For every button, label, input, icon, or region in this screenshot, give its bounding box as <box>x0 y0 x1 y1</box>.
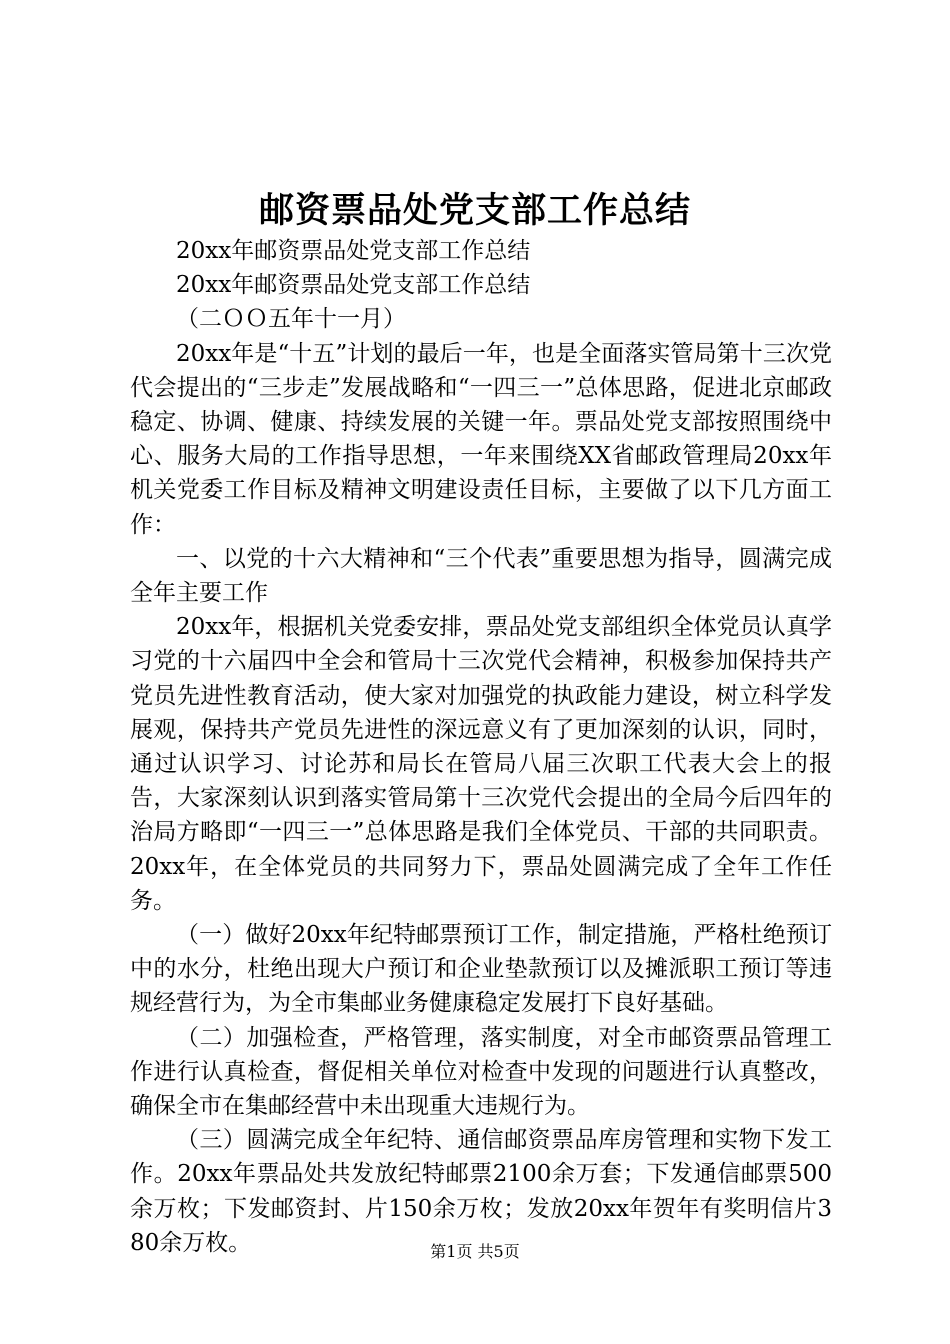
body-paragraph: 20xx年是“十五”计划的最后一年，也是全面落实管局第十三次党代会提出的“三步走”发展战略和“一四三一”总体思路，促进北京邮政稳定、协调、健康、持续发展的关键一年。票品处党支部按照围绕中心、服务大局的工作指导思想，一年来围绕XX省邮政管理局20xx年机关党委工作目标及精神文明建设责任目标，主要做了以下几方面工作： <box>130 340 832 538</box>
document-body <box>130 234 832 1260</box>
date-line: （二ＯＯ五年十一月） <box>176 306 406 333</box>
page-footer: 第1页 共5页 <box>430 1242 520 1261</box>
body-paragraph: （二）加强检查，严格管理，落实制度，对全市邮资票品管理工作进行认真检查，督促相关单位对检查中发现的问题进行认真整改，确保全市在集邮经营中未出现重大违规行为。 <box>130 1024 832 1120</box>
body-paragraph: （三）圆满完成全年纪特、通信邮资票品库房管理和实物下发工作。20xx年票品处共发放纪特邮票2100余万套；下发通信邮票500余万枚；下发邮资封、片150余万枚；发放20xx年贺年有奖明信片380余万枚。 <box>130 1127 832 1256</box>
subtitle-line: 20xx年邮资票品处党支部工作总结 <box>176 238 531 264</box>
section-heading: 一、以党的十六大精神和“三个代表”重要思想为指导，圆满完成全年主要工作 <box>130 545 832 607</box>
body-paragraph: （一）做好20xx年纪特邮票预订工作，制定措施，严格杜绝预订中的水分，杜绝出现大户预订和企业垫款预订以及摊派职工预订等违规经营行为，为全市集邮业务健康稳定发展打下良好基础。 <box>130 922 832 1017</box>
subtitle-line: 20xx年邮资票品处党支部工作总结 <box>176 272 531 299</box>
document-title: 邮资票品处党支部工作总结 <box>258 190 691 231</box>
body-paragraph: 20xx年，根据机关党委安排，票品处党支部组织全体党员认真学习党的十六届四中全会和管局十三次党代会精神，积极参加保持共产党员先进性教育活动，使大家对加强党的执政能力建设，树立科学发展观，保持共产党员先进性的深远意义有了更加深刻的认识，同时，通过认识学习、讨论苏和局长在管局八届三次职工代表大会上的报告，大家深刻认识到落实管局第十三次党代会提出的全局今后四年的治局方略即“一四三一”总体思路是我们全体党员、干部的共同职责。20xx年，在全体党员的共同努力下，票品处圆满完成了全年工作任务。 <box>130 614 832 914</box>
